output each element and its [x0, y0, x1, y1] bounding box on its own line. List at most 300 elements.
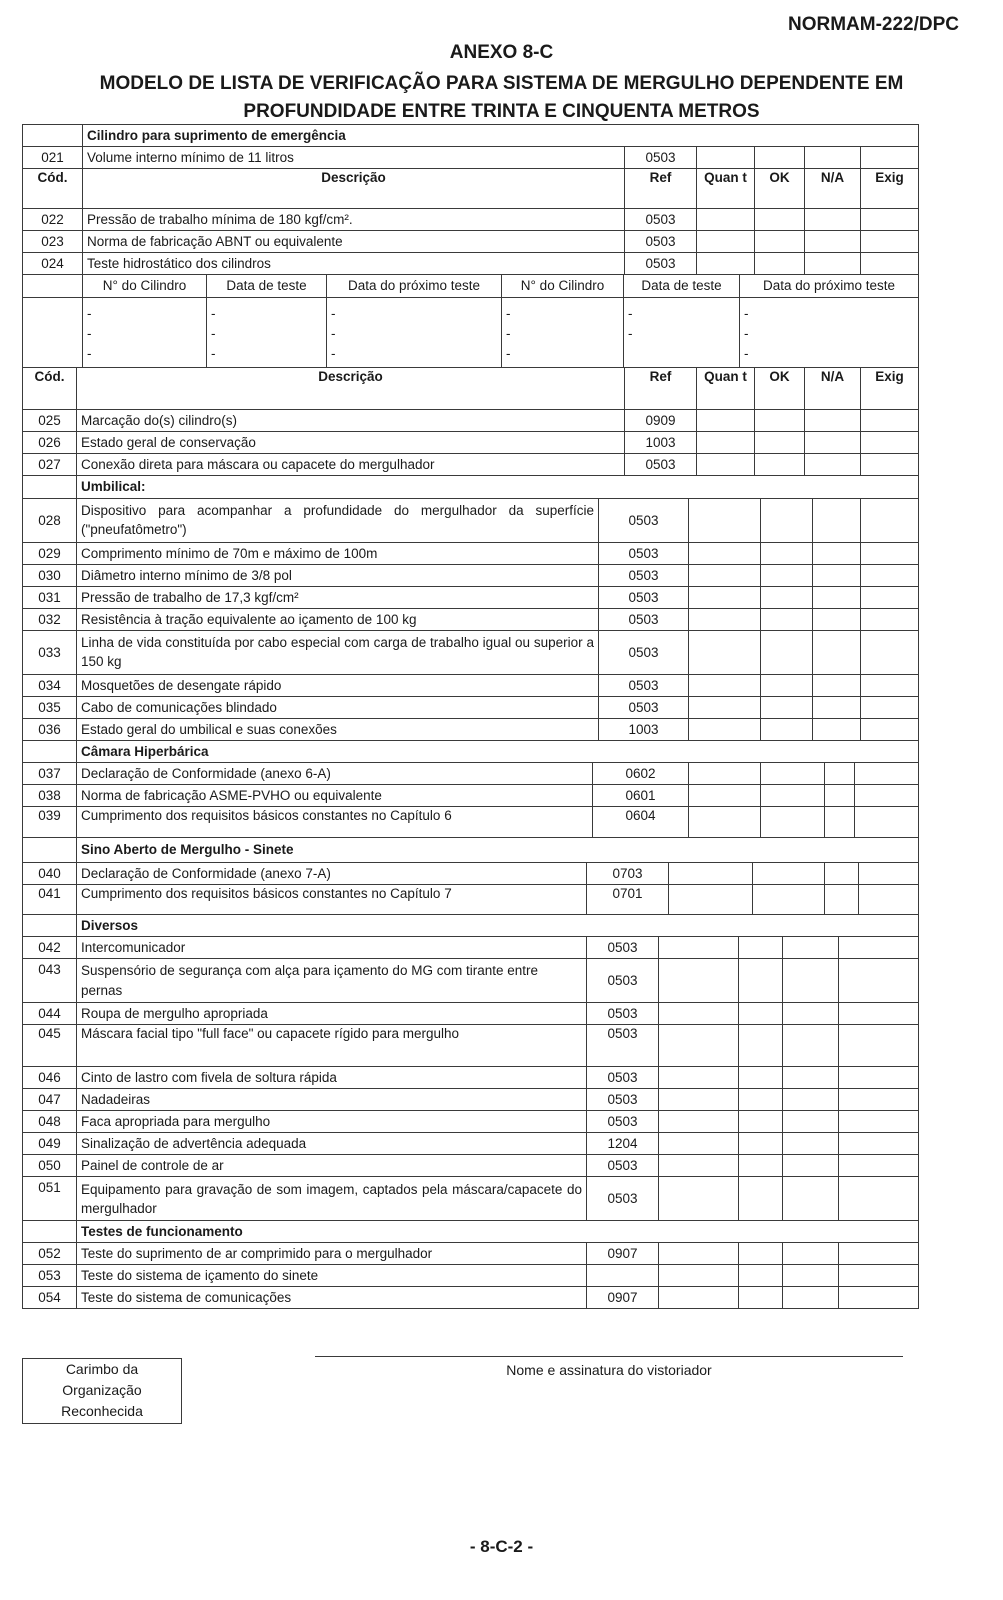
table-row [23, 1287, 919, 1309]
ok-cell[interactable] [761, 718, 813, 740]
table-row [23, 718, 919, 740]
na-cell[interactable] [783, 1089, 839, 1111]
quant-cell[interactable] [697, 454, 755, 476]
na-cell[interactable] [825, 785, 855, 807]
row-ref: 0602 [593, 763, 689, 785]
row-description: Linha de vida constituída por cabo especial com carga de trabalho igual ou superior a 150 kg [77, 630, 599, 674]
quant-cell[interactable] [659, 1177, 739, 1221]
na-cell[interactable] [825, 862, 859, 884]
ok-cell[interactable] [739, 959, 783, 1003]
row-code: 038 [23, 785, 77, 807]
na-cell[interactable] [783, 1111, 839, 1133]
exig-cell[interactable] [859, 884, 919, 914]
na-cell[interactable] [783, 1177, 839, 1221]
table-row [23, 454, 919, 476]
test-date-cell[interactable]: - - - [207, 297, 327, 367]
quant-cell[interactable] [659, 1025, 739, 1067]
row-description: Equipamento para gravação de som imagem, captados pela máscara/capacete do mergulhador [77, 1177, 587, 1221]
exig-cell[interactable] [861, 432, 919, 454]
test-date-header: Data de teste [207, 275, 327, 297]
row-description: Máscara facial tipo "full face" ou capacete rígido para mergulho [77, 1025, 587, 1067]
na-cell[interactable] [783, 959, 839, 1003]
checklist-sheet [22, 124, 918, 1309]
exig-cell[interactable] [839, 959, 919, 1003]
quant-cell[interactable] [689, 718, 761, 740]
row-description: Teste do sistema de comunicações [77, 1287, 587, 1309]
col-header-quant: Quan t [697, 368, 755, 410]
row-ref: 0604 [593, 807, 689, 838]
exig-cell[interactable] [839, 1025, 919, 1067]
table-row [23, 959, 919, 1003]
row-ref: 0503 [587, 959, 659, 1003]
quant-cell[interactable] [689, 498, 761, 542]
na-cell[interactable] [783, 1265, 839, 1287]
row-description: Sinalização de advertência adequada [77, 1133, 587, 1155]
na-cell[interactable] [813, 498, 861, 542]
col-header-cod: Cód. [23, 368, 77, 410]
section-title: Umbilical: [77, 476, 919, 498]
exig-cell[interactable] [861, 253, 919, 275]
quant-cell[interactable] [659, 959, 739, 1003]
exig-cell[interactable] [861, 498, 919, 542]
row-code: 030 [23, 564, 77, 586]
row-ref: 0503 [599, 498, 689, 542]
ok-cell[interactable] [761, 807, 825, 838]
row-code: 044 [23, 1003, 77, 1025]
row-code: 049 [23, 1133, 77, 1155]
na-cell[interactable] [805, 147, 861, 169]
next-test-date-cell[interactable]: - - - [740, 297, 919, 367]
exig-cell[interactable] [839, 1265, 919, 1287]
ok-cell[interactable] [739, 1025, 783, 1067]
na-cell[interactable] [813, 630, 861, 674]
row-description: Faca apropriada para mergulho [77, 1111, 587, 1133]
row-code: 048 [23, 1111, 77, 1133]
row-code: 033 [23, 630, 77, 674]
section-row [23, 915, 919, 937]
exig-cell[interactable] [861, 630, 919, 674]
quant-cell[interactable] [697, 209, 755, 231]
quant-cell[interactable] [659, 1089, 739, 1111]
row-description: Resistência à tração equivalente ao içamento de 100 kg [77, 608, 599, 630]
row-ref: 0503 [599, 542, 689, 564]
exig-cell[interactable] [859, 862, 919, 884]
test-date-cell[interactable]: - - [624, 297, 740, 367]
row-description: Diâmetro interno mínimo de 3/8 pol [77, 564, 599, 586]
na-cell[interactable] [783, 1133, 839, 1155]
ok-cell[interactable] [739, 937, 783, 959]
section-title: Câmara Hiperbárica [77, 741, 919, 763]
table-row [23, 1111, 919, 1133]
row-code: 021 [23, 147, 83, 169]
row-code: 045 [23, 1025, 77, 1067]
na-cell[interactable] [825, 763, 855, 785]
row-ref: 0503 [625, 253, 697, 275]
row-description: Cinto de lastro com fivela de soltura rápida [77, 1067, 587, 1089]
table-row [23, 498, 919, 542]
ok-cell[interactable] [755, 253, 805, 275]
table-row [23, 1133, 919, 1155]
ok-cell[interactable] [739, 1155, 783, 1177]
table-row [23, 586, 919, 608]
quant-cell[interactable] [659, 1133, 739, 1155]
cylinder-header-row [23, 275, 919, 297]
row-description: Volume interno mínimo de 11 litros [83, 147, 625, 169]
col-header-exig: Exig [861, 368, 919, 410]
row-description: Suspensório de segurança com alça para içamento do MG com tirante entre pernas [77, 959, 587, 1003]
row-ref: 0701 [587, 884, 669, 914]
exig-cell[interactable] [861, 718, 919, 740]
table-row [23, 410, 919, 432]
row-ref: 0503 [599, 696, 689, 718]
quant-cell[interactable] [659, 1111, 739, 1133]
ok-cell[interactable] [739, 1177, 783, 1221]
row-code: 046 [23, 1067, 77, 1089]
exig-cell[interactable] [855, 763, 919, 785]
quant-cell[interactable] [697, 147, 755, 169]
exig-cell[interactable] [839, 1133, 919, 1155]
ok-cell[interactable] [761, 763, 825, 785]
na-cell[interactable] [805, 209, 861, 231]
na-cell[interactable] [783, 1155, 839, 1177]
row-ref: 0503 [587, 1155, 659, 1177]
na-cell[interactable] [783, 1287, 839, 1309]
quant-cell[interactable] [659, 1265, 739, 1287]
table-block-hyperbaric-chamber [22, 741, 919, 839]
quant-cell[interactable] [659, 1003, 739, 1025]
exig-cell[interactable] [861, 608, 919, 630]
section-title: Diversos [77, 915, 919, 937]
row-ref: 0503 [599, 674, 689, 696]
quant-cell[interactable] [659, 1243, 739, 1265]
row-description: Pressão de trabalho mínima de 180 kgf/cm². [83, 209, 625, 231]
ok-cell[interactable] [755, 147, 805, 169]
title-line-2: PROFUNDIDADE ENTRE TRINTA E CINQUENTA METROS [243, 101, 760, 122]
table-row [23, 432, 919, 454]
table-block-marking [22, 368, 919, 477]
ok-cell[interactable] [761, 696, 813, 718]
na-cell[interactable] [783, 937, 839, 959]
col-header-desc: Descrição [77, 368, 625, 410]
row-ref: 0703 [587, 862, 669, 884]
row-code: 040 [23, 862, 77, 884]
section-row [23, 838, 919, 862]
row-ref: 0503 [599, 608, 689, 630]
quant-cell[interactable] [697, 432, 755, 454]
row-code: 026 [23, 432, 77, 454]
table-row [23, 542, 919, 564]
ok-cell[interactable] [761, 586, 813, 608]
table-block-umbilical [22, 476, 919, 741]
table-row [23, 147, 919, 169]
table-row [23, 884, 919, 914]
table-row [23, 1003, 919, 1025]
exig-cell[interactable] [839, 1155, 919, 1177]
na-cell[interactable] [813, 696, 861, 718]
table-row [23, 1243, 919, 1265]
test-date-header: Data de teste [624, 275, 740, 297]
col-header-ref: Ref [625, 169, 697, 209]
quant-cell[interactable] [669, 884, 753, 914]
ok-cell[interactable] [755, 209, 805, 231]
quant-cell[interactable] [689, 785, 761, 807]
na-cell[interactable] [813, 674, 861, 696]
quant-cell[interactable] [697, 253, 755, 275]
ok-cell[interactable] [755, 231, 805, 253]
row-code: 032 [23, 608, 77, 630]
stamp-line-2: Organização [62, 1382, 142, 1398]
ok-cell[interactable] [739, 1265, 783, 1287]
table-row [23, 1089, 919, 1111]
table-row [23, 1177, 919, 1221]
row-code: 037 [23, 763, 77, 785]
exig-cell[interactable] [861, 231, 919, 253]
col-header-desc: Descrição [83, 169, 625, 209]
ok-cell[interactable] [761, 564, 813, 586]
na-cell[interactable] [783, 1243, 839, 1265]
row-code: 043 [23, 959, 77, 1003]
ok-cell[interactable] [761, 630, 813, 674]
row-description: Cabo de comunicações blindado [77, 696, 599, 718]
col-header-quant: Quan t [697, 169, 755, 209]
quant-cell[interactable] [659, 1287, 739, 1309]
na-cell[interactable] [783, 1067, 839, 1089]
row-code: 034 [23, 674, 77, 696]
na-cell[interactable] [813, 586, 861, 608]
na-cell[interactable] [813, 608, 861, 630]
cylinder-number-cell[interactable]: - - - [83, 297, 207, 367]
table-row [23, 785, 919, 807]
exig-cell[interactable] [855, 807, 919, 838]
quant-cell[interactable] [659, 1067, 739, 1089]
col-header-ref: Ref [625, 368, 697, 410]
exig-cell[interactable] [861, 586, 919, 608]
row-code: 029 [23, 542, 77, 564]
row-description: Teste hidrostático dos cilindros [83, 253, 625, 275]
row-code: 047 [23, 1089, 77, 1111]
page-number: - 8-C-2 - [469, 1537, 534, 1556]
row-description: Nadadeiras [77, 1089, 587, 1111]
na-cell[interactable] [825, 807, 855, 838]
table-row [23, 209, 919, 231]
row-ref: 0503 [625, 147, 697, 169]
row-ref: 0503 [587, 1111, 659, 1133]
row-code: 039 [23, 807, 77, 838]
table-row [23, 674, 919, 696]
ok-cell[interactable] [761, 785, 825, 807]
exig-cell[interactable] [861, 674, 919, 696]
section-title: Cilindro para suprimento de emergência [83, 125, 919, 147]
row-ref: 0503 [625, 454, 697, 476]
na-cell[interactable] [825, 884, 859, 914]
na-cell[interactable] [805, 253, 861, 275]
row-code: 052 [23, 1243, 77, 1265]
quant-cell[interactable] [689, 807, 761, 838]
row-description: Estado geral de conservação [77, 432, 625, 454]
cylinder-number-cell[interactable]: - - - [502, 297, 624, 367]
ok-cell[interactable] [755, 410, 805, 432]
na-cell[interactable] [805, 410, 861, 432]
table-row [23, 807, 919, 838]
ok-cell[interactable] [761, 498, 813, 542]
ok-cell[interactable] [739, 1003, 783, 1025]
row-ref: 1003 [599, 718, 689, 740]
exig-cell[interactable] [839, 937, 919, 959]
table-row [23, 608, 919, 630]
row-ref: 0503 [599, 586, 689, 608]
na-cell[interactable] [813, 718, 861, 740]
section-row [23, 741, 919, 763]
exig-cell[interactable] [839, 1111, 919, 1133]
table-row [23, 1067, 919, 1089]
row-code: 022 [23, 209, 83, 231]
na-cell[interactable] [813, 542, 861, 564]
ok-cell[interactable] [761, 674, 813, 696]
table-row [23, 231, 919, 253]
row-ref: 0909 [625, 410, 697, 432]
ok-cell[interactable] [739, 1287, 783, 1309]
row-description: Norma de fabricação ASME-PVHO ou equivalente [77, 785, 593, 807]
ok-cell[interactable] [761, 542, 813, 564]
section-row [23, 476, 919, 498]
row-description: Cumprimento dos requisitos básicos constantes no Capítulo 6 [77, 807, 593, 838]
ok-cell[interactable] [755, 454, 805, 476]
row-code: 028 [23, 498, 77, 542]
ok-cell[interactable] [739, 1067, 783, 1089]
row-ref: 0503 [625, 231, 697, 253]
row-code: 024 [23, 253, 83, 275]
stamp-line-1: Carimbo da [65, 1361, 139, 1377]
quant-cell[interactable] [689, 674, 761, 696]
quant-cell[interactable] [697, 231, 755, 253]
exig-cell[interactable] [861, 454, 919, 476]
exig-cell[interactable] [855, 785, 919, 807]
stamp-box [22, 1358, 182, 1424]
col-header-na: N/A [805, 169, 861, 209]
cylinder-number-header: N° do Cilindro [502, 275, 624, 297]
table-row [23, 630, 919, 674]
ok-cell[interactable] [761, 608, 813, 630]
table-row [23, 1265, 919, 1287]
document-code: NORMAM-222/DPC [787, 14, 959, 35]
row-ref: 0907 [587, 1243, 659, 1265]
row-ref: 0601 [593, 785, 689, 807]
quant-cell[interactable] [689, 608, 761, 630]
exig-cell[interactable] [861, 696, 919, 718]
exig-cell[interactable] [839, 1089, 919, 1111]
exig-cell[interactable] [861, 410, 919, 432]
table-row [23, 564, 919, 586]
table-block-miscellaneous [22, 915, 919, 1310]
quant-cell[interactable] [689, 542, 761, 564]
row-description: Marcação do(s) cilindro(s) [77, 410, 625, 432]
row-description: Mosquetões de desengate rápido [77, 674, 599, 696]
table-block-open-bell [22, 838, 919, 915]
ok-cell[interactable] [739, 1133, 783, 1155]
row-description: Intercomunicador [77, 937, 587, 959]
row-ref: 0503 [587, 937, 659, 959]
cylinder-number-header: N° do Cilindro [83, 275, 207, 297]
quant-cell[interactable] [689, 586, 761, 608]
na-cell[interactable] [805, 454, 861, 476]
row-ref: 0503 [587, 1003, 659, 1025]
na-cell[interactable] [805, 432, 861, 454]
row-code: 041 [23, 884, 77, 914]
signature-label: Nome e assinatura do vistoriador [506, 1362, 712, 1378]
exig-cell[interactable] [861, 209, 919, 231]
row-description: Teste do sistema de içamento do sinete [77, 1265, 587, 1287]
table-row [23, 1155, 919, 1177]
quant-cell[interactable] [689, 763, 761, 785]
table-row [23, 253, 919, 275]
ok-cell[interactable] [739, 1243, 783, 1265]
column-header-row [23, 169, 919, 209]
section-title: Testes de funcionamento [77, 1221, 919, 1243]
section-row [23, 1221, 919, 1243]
quant-cell[interactable] [697, 410, 755, 432]
ok-cell[interactable] [753, 862, 825, 884]
table-row [23, 696, 919, 718]
row-description: Teste do suprimento de ar comprimido para o mergulhador [77, 1243, 587, 1265]
exig-cell[interactable] [839, 1003, 919, 1025]
quant-cell[interactable] [689, 630, 761, 674]
table-row [23, 937, 919, 959]
next-test-date-cell[interactable]: - - - [327, 297, 502, 367]
row-description: Conexão direta para máscara ou capacete do mergulhador [77, 454, 625, 476]
ok-cell[interactable] [755, 432, 805, 454]
quant-cell[interactable] [659, 937, 739, 959]
na-cell[interactable] [783, 1025, 839, 1067]
quant-cell[interactable] [669, 862, 753, 884]
ok-cell[interactable] [753, 884, 825, 914]
section-title: Sino Aberto de Mergulho - Sinete [77, 838, 919, 862]
table-block-cylinders [22, 124, 919, 275]
column-header-row [23, 368, 919, 410]
na-cell[interactable] [813, 564, 861, 586]
na-cell[interactable] [805, 231, 861, 253]
quant-cell[interactable] [659, 1155, 739, 1177]
row-description: Declaração de Conformidade (anexo 6-A) [77, 763, 593, 785]
quant-cell[interactable] [689, 564, 761, 586]
cylinder-data-row [23, 297, 919, 367]
row-ref: 0503 [587, 1025, 659, 1067]
row-code: 053 [23, 1265, 77, 1287]
ok-cell[interactable] [739, 1089, 783, 1111]
exig-cell[interactable] [839, 1287, 919, 1309]
cylinder-info-table [22, 275, 919, 368]
exig-cell[interactable] [839, 1177, 919, 1221]
ok-cell[interactable] [739, 1111, 783, 1133]
exig-cell[interactable] [861, 147, 919, 169]
exig-cell[interactable] [839, 1067, 919, 1089]
row-code: 051 [23, 1177, 77, 1221]
exig-cell[interactable] [861, 564, 919, 586]
exig-cell[interactable] [839, 1243, 919, 1265]
col-header-cod: Cód. [23, 169, 83, 209]
row-description: Declaração de Conformidade (anexo 7-A) [77, 862, 587, 884]
row-description: Cumprimento dos requisitos básicos constantes no Capítulo 7 [77, 884, 587, 914]
na-cell[interactable] [783, 1003, 839, 1025]
row-code: 027 [23, 454, 77, 476]
col-header-ok: OK [755, 169, 805, 209]
row-code: 035 [23, 696, 77, 718]
quant-cell[interactable] [689, 696, 761, 718]
row-code: 036 [23, 718, 77, 740]
signature-line[interactable] [315, 1356, 903, 1357]
row-code: 023 [23, 231, 83, 253]
row-ref: 0503 [587, 1177, 659, 1221]
exig-cell[interactable] [861, 542, 919, 564]
